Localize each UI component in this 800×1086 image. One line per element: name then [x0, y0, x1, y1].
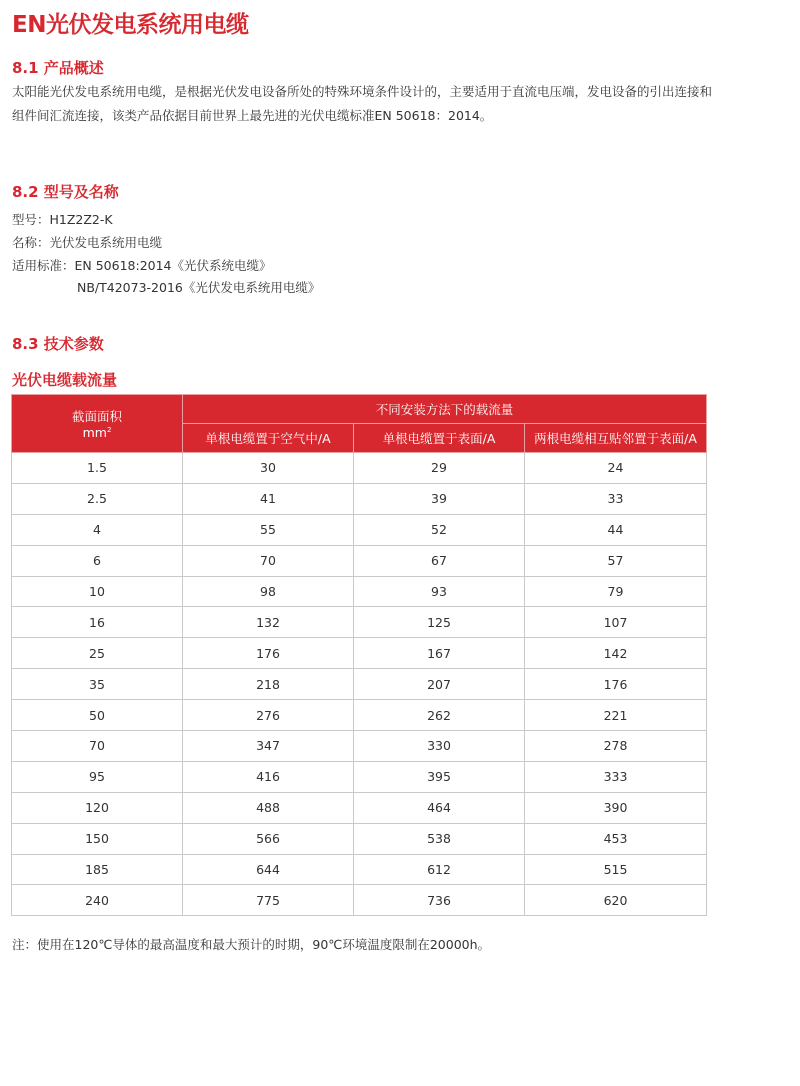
table-cell: 566	[183, 823, 354, 854]
section-heading-tech: 8.3 技术参数	[12, 335, 104, 353]
table-cell: 395	[354, 761, 525, 792]
table-cell: 221	[525, 700, 707, 731]
table-cell: 644	[183, 854, 354, 885]
table-row	[12, 483, 707, 514]
table-row	[12, 514, 707, 545]
table-cell: 1.5	[12, 453, 183, 484]
table-cell: 176	[183, 638, 354, 669]
table-row	[12, 638, 707, 669]
header-cross-section-unit: $mm^2$	[82, 425, 112, 440]
table-cell: 390	[525, 792, 707, 823]
table-cell: 120	[12, 792, 183, 823]
table-cell: 10	[12, 576, 183, 607]
standard-line-2: NB/T42073-2016《光伏发电系统用电缆》	[77, 280, 321, 295]
table-row	[12, 823, 707, 854]
table-cell: 278	[525, 731, 707, 762]
table-cell: 538	[354, 823, 525, 854]
page-title: EN光伏发电系统用电缆	[12, 12, 249, 38]
table-cell: 50	[12, 700, 183, 731]
table-cell: 736	[354, 885, 525, 916]
table-cell: 333	[525, 761, 707, 792]
table-cell: 185	[12, 854, 183, 885]
table-cell: 57	[525, 545, 707, 576]
table-row	[12, 700, 707, 731]
table-cell: 132	[183, 607, 354, 638]
table-cell: 4	[12, 514, 183, 545]
name-line: 名称：光伏发电系统用电缆	[12, 235, 163, 250]
table-cell: 2.5	[12, 483, 183, 514]
table-cell: 276	[183, 700, 354, 731]
table-row	[12, 453, 707, 484]
table-cell: 150	[12, 823, 183, 854]
table-cell: 16	[12, 607, 183, 638]
table-cell: 107	[525, 607, 707, 638]
table-cell: 24	[525, 453, 707, 484]
ampacity-table-container	[11, 394, 706, 916]
table-cell: 330	[354, 731, 525, 762]
table-row	[12, 731, 707, 762]
table-cell: 29	[354, 453, 525, 484]
table-cell: 93	[354, 576, 525, 607]
table-cell: 453	[525, 823, 707, 854]
section-heading-overview: 8.1 产品概述	[12, 59, 104, 77]
table-row	[12, 576, 707, 607]
table-note: 注：使用在120℃导体的最高温度和最大预计的时期，90℃环境温度限制在20000h。	[12, 937, 491, 952]
ampacity-table	[11, 394, 707, 916]
table-row	[12, 669, 707, 700]
table-cell: 44	[525, 514, 707, 545]
table-cell: 207	[354, 669, 525, 700]
table-row	[12, 545, 707, 576]
table-row	[12, 885, 707, 916]
header-col-adjacent: 两根电缆相互贴邻置于表面/A	[525, 424, 707, 453]
table-cell: 612	[354, 854, 525, 885]
table-row	[12, 792, 707, 823]
header-cross-section	[12, 395, 183, 453]
header-cross-section-label: 截面面积	[71, 409, 122, 424]
table-cell: 125	[354, 607, 525, 638]
table-cell: 515	[525, 854, 707, 885]
table-title: 光伏电缆载流量	[12, 371, 118, 389]
table-body	[12, 453, 707, 916]
table-cell: 416	[183, 761, 354, 792]
table-cell: 142	[525, 638, 707, 669]
table-cell: 52	[354, 514, 525, 545]
standard-line-1: 适用标准：EN 50618:2014《光伏系统电缆》	[12, 258, 272, 273]
table-cell: 167	[354, 638, 525, 669]
table-cell: 95	[12, 761, 183, 792]
table-cell: 55	[183, 514, 354, 545]
table-cell: 464	[354, 792, 525, 823]
table-cell: 347	[183, 731, 354, 762]
header-col-surface: 单根电缆置于表面/A	[354, 424, 525, 453]
header-install-methods: 不同安装方法下的载流量	[183, 395, 707, 424]
table-cell: 176	[525, 669, 707, 700]
table-cell: 35	[12, 669, 183, 700]
table-cell: 488	[183, 792, 354, 823]
overview-paragraph: 太阳能光伏发电系统用电缆，是根据光伏发电设备所处的特殊环境条件设计的，主要适用于直流电压端，发电设备的引出连接和组件间汇流连接，该类产品依据目前世界上最先进的光伏电缆标准EN 50618：2014。	[12, 84, 713, 123]
table-cell: 218	[183, 669, 354, 700]
table-cell: 70	[183, 545, 354, 576]
table-row	[12, 607, 707, 638]
table-cell: 6	[12, 545, 183, 576]
table-cell: 25	[12, 638, 183, 669]
table-cell: 30	[183, 453, 354, 484]
table-cell: 39	[354, 483, 525, 514]
table-cell: 775	[183, 885, 354, 916]
model-line: 型号：H1Z2Z2-K	[12, 212, 113, 227]
section-heading-model: 8.2 型号及名称	[12, 183, 119, 201]
table-cell: 33	[525, 483, 707, 514]
table-cell: 620	[525, 885, 707, 916]
table-row	[12, 761, 707, 792]
table-row	[12, 854, 707, 885]
header-col-air: 单根电缆置于空气中/A	[183, 424, 354, 453]
table-cell: 79	[525, 576, 707, 607]
table-cell: 70	[12, 731, 183, 762]
table-cell: 98	[183, 576, 354, 607]
table-cell: 262	[354, 700, 525, 731]
table-cell: 240	[12, 885, 183, 916]
table-cell: 41	[183, 483, 354, 514]
table-cell: 67	[354, 545, 525, 576]
